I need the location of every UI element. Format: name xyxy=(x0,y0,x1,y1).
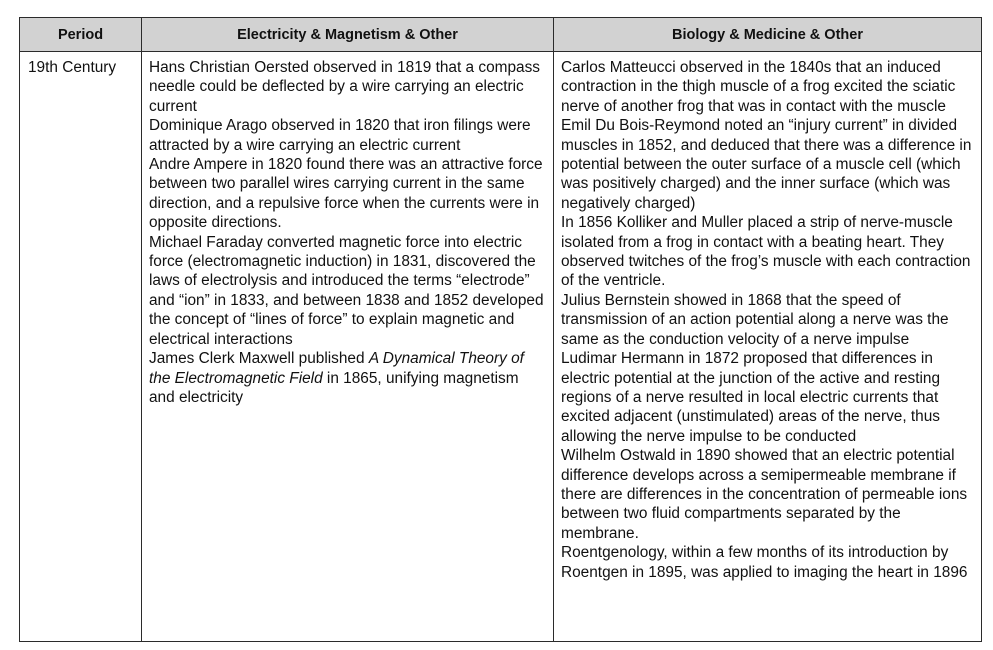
electricity-entry-oersted: Hans Christian Oersted observed in 1819 that a compass needle could be deflected by a wire carrying an electric current xyxy=(149,59,540,115)
biology-entry-bernstein: Julius Bernstein showed in 1868 that the speed of transmission of an action potential along a nerve was the same as the conduction velocity of a nerve impulse xyxy=(561,291,949,348)
maxwell-text-before: James Clerk Maxwell published xyxy=(149,350,369,368)
period-cell xyxy=(20,52,142,642)
electricity-entry-arago: Dominique Arago observed in 1820 that iron filings were attracted by a wire carrying an electric current xyxy=(149,117,531,154)
electricity-entry-ampere: Andre Ampere in 1820 found there was an attractive force between two parallel wires carrying current in the same direction, and a repulsive force when the currents were in opposite directions. xyxy=(149,156,543,232)
biology-entry-hermann: Ludimar Hermann in 1872 proposed that differences in electric potential at the junction of the active and resting regions of a nerve resulted in local electric currents that excited adjacent (unstimulated) areas of the nerve, thus allowing the nerve impulse to be conducted xyxy=(561,350,941,445)
header-period: Period xyxy=(20,18,142,52)
table-row xyxy=(20,52,982,642)
table-body xyxy=(20,52,982,642)
biology-entry-kolliker-muller: In 1856 Kolliker and Muller placed a strip of nerve-muscle isolated from a frog in contact with a beating heart. They observed twitches of the frog’s muscle with each contraction of the ventricle. xyxy=(561,214,971,290)
header-biology-medicine: Biology & Medicine & Other xyxy=(554,18,982,52)
maxwell-book-title: A Dynamical Theory of the Electromagnetic Field xyxy=(149,350,524,387)
biology-cell xyxy=(554,52,982,642)
electricity-cell xyxy=(142,52,554,642)
biology-entry-du-bois-reymond: Emil Du Bois-Reymond noted an “injury current” in divided muscles in 1852, and deduced that there was a difference in potential between the outer surface of a muscle cell (which was positively charged) and the inner surface (which was negatively charged) xyxy=(561,117,972,212)
header-row xyxy=(20,18,982,52)
history-table xyxy=(19,17,982,642)
biology-entry-ostwald: Wilhelm Ostwald in 1890 showed that an electric potential difference develops across a semipermeable membrane if there are differences in the concentration of permeable ions between two fluid compartments separated by the membrane. xyxy=(561,447,968,542)
table-header xyxy=(20,18,982,52)
electricity-entry-faraday: Michael Faraday converted magnetic force into electric force (electromagnetic induction) in 1831, discovered the laws of electrolysis and introduced the terms “electrode” and “ion” in 1833, and between 1838 and 1852 developed the concept of “lines of force” to explain magnetic and electrical interactions xyxy=(149,233,544,348)
electricity-entry-maxwell xyxy=(149,349,547,407)
maxwell-text-after: in 1865, unifying magnetism and electricity xyxy=(149,369,519,406)
history-table-container xyxy=(19,17,981,642)
period-label: 19th Century xyxy=(28,59,117,76)
biology-entry-matteucci: Carlos Matteucci observed in the 1840s that an induced contraction in the thigh muscle of a frog excited the sciatic nerve of another frog that was in contact with the muscle xyxy=(561,59,956,115)
biology-entry-roentgen: Roentgenology, within a few months of its introduction by Roentgen in 1895, was applied to imaging the heart in 1896 xyxy=(561,544,968,581)
header-electricity-magnetism: Electricity & Magnetism & Other xyxy=(142,18,554,52)
